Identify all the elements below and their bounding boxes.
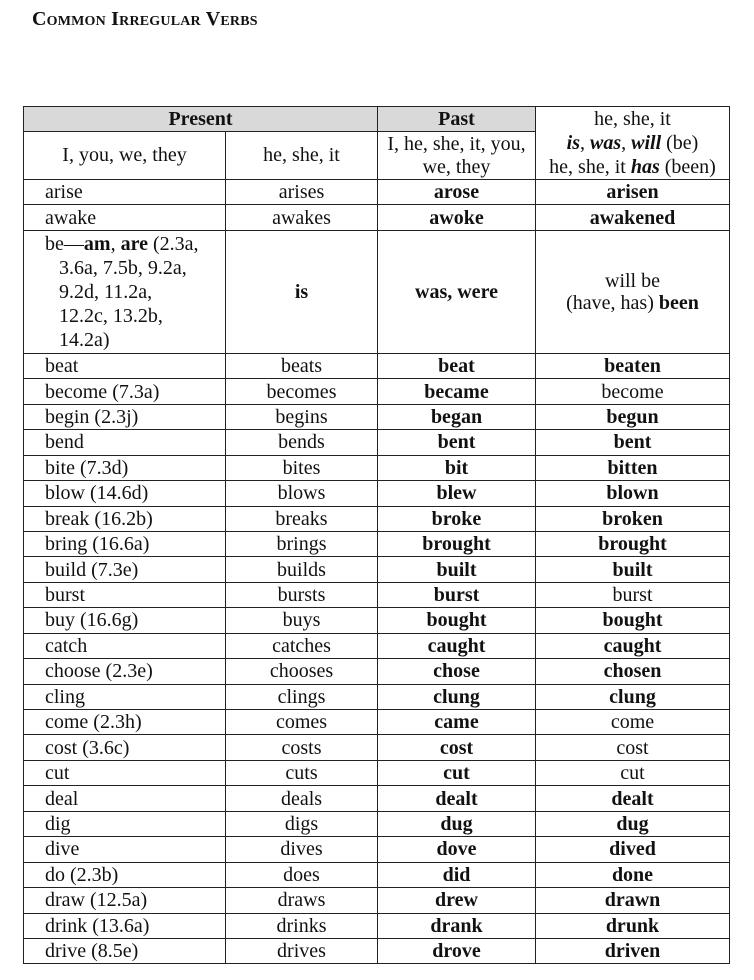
verb-participle-cell: chosen — [536, 659, 730, 684]
verb-third-person-cell: brings — [226, 531, 378, 556]
participle-will: will — [631, 132, 662, 154]
be-past-cell: was, were — [378, 230, 536, 353]
participle-was: was — [590, 132, 622, 154]
verb-third-person-cell: bends — [226, 430, 378, 455]
table-row — [24, 862, 730, 887]
verb-third-person-cell: does — [226, 862, 378, 887]
table-row — [24, 811, 730, 836]
table-row — [24, 760, 730, 785]
table-row — [24, 353, 730, 378]
be-part-been: been — [658, 291, 699, 314]
verb-base-cell: catch — [24, 633, 226, 658]
verb-past-cell: awoke — [378, 205, 536, 230]
table-body-top — [24, 180, 730, 231]
participle-header-line1: he, she, it — [594, 108, 671, 130]
be-third-cell: is — [226, 230, 378, 353]
verb-past-cell: drew — [378, 888, 536, 913]
table-row — [24, 608, 730, 633]
verb-base-cell: deal — [24, 786, 226, 811]
be-part-pre: (have, has) — [566, 291, 659, 314]
verb-third-person-cell: breaks — [226, 506, 378, 531]
col-header-third: he, she, it — [226, 132, 378, 180]
participle-header — [536, 107, 730, 180]
verb-third-person-cell: bursts — [226, 582, 378, 607]
verb-participle-cell: caught — [536, 633, 730, 658]
table-row — [24, 913, 730, 938]
verb-third-person-cell: deals — [226, 786, 378, 811]
be-part-line2 — [536, 292, 729, 314]
verb-past-cell: dug — [378, 811, 536, 836]
be-refs5: 14.2a) — [59, 328, 110, 351]
verb-past-cell: drank — [378, 913, 536, 938]
verb-base-cell: dig — [24, 811, 226, 836]
verb-past-cell: chose — [378, 659, 536, 684]
verb-base-cell: cost (3.6c) — [24, 735, 226, 760]
verb-past-cell: drove — [378, 938, 536, 963]
verb-third-person-cell: cuts — [226, 760, 378, 785]
table-row — [24, 557, 730, 582]
table-body-main — [24, 353, 730, 964]
past-header: Past — [378, 107, 536, 132]
verb-base-cell: come (2.3h) — [24, 710, 226, 735]
verb-past-cell: beat — [378, 353, 536, 378]
table-row — [24, 633, 730, 658]
be-dash: — — [63, 232, 84, 255]
verb-base-cell: blow (14.6d) — [24, 481, 226, 506]
table-row — [24, 455, 730, 480]
verb-past-cell: clung — [378, 684, 536, 709]
verb-base-cell: dive — [24, 837, 226, 862]
verb-third-person-cell: comes — [226, 710, 378, 735]
verb-third-person-cell: begins — [226, 404, 378, 429]
participle-l3-pre: he, she, it — [549, 156, 631, 178]
table-row — [24, 582, 730, 607]
verb-participle-cell: dived — [536, 837, 730, 862]
verb-participle-cell: cost — [536, 735, 730, 760]
verb-base-cell: cling — [24, 684, 226, 709]
verb-base-cell: draw (12.5a) — [24, 888, 226, 913]
verb-third-person-cell: bites — [226, 455, 378, 480]
verb-past-cell: caught — [378, 633, 536, 658]
be-refs1: (2.3a, — [147, 232, 199, 255]
verb-third-person-cell: becomes — [226, 379, 378, 404]
verb-participle-cell: broken — [536, 506, 730, 531]
verb-base-cell: bring (16.6a) — [24, 531, 226, 556]
verb-past-cell: became — [378, 379, 536, 404]
verb-third-person-cell: arises — [226, 180, 378, 205]
be-refs3: 9.2d, 11.2a, — [59, 280, 153, 303]
verb-base-cell: become (7.3a) — [24, 379, 226, 404]
participle-be: (be) — [661, 132, 699, 154]
table-row — [24, 837, 730, 862]
verb-base-cell: break (16.2b) — [24, 506, 226, 531]
verb-third-person-cell: clings — [226, 684, 378, 709]
be-base-line1 — [45, 232, 225, 256]
table-row-be — [24, 230, 730, 353]
verb-past-cell: came — [378, 710, 536, 735]
verb-participle-cell: arisen — [536, 180, 730, 205]
verb-third-person-cell: catches — [226, 633, 378, 658]
table-row — [24, 710, 730, 735]
participle-been: (been) — [659, 156, 716, 178]
verb-base-cell: begin (2.3j) — [24, 404, 226, 429]
verb-third-person-cell: digs — [226, 811, 378, 836]
table-row — [24, 506, 730, 531]
verb-third-person-cell: drinks — [226, 913, 378, 938]
verb-past-cell: broke — [378, 506, 536, 531]
col-header-past: I, he, she, it, you, we, they — [378, 132, 536, 180]
verb-base-cell: build (7.3e) — [24, 557, 226, 582]
verb-base-cell: beat — [24, 353, 226, 378]
verb-base-cell: bend — [24, 430, 226, 455]
verb-base-cell: awake — [24, 205, 226, 230]
verb-base-cell: arise — [24, 180, 226, 205]
verb-participle-cell: drawn — [536, 888, 730, 913]
verb-past-cell: arose — [378, 180, 536, 205]
participle-has: has — [630, 156, 660, 178]
verb-past-cell: dealt — [378, 786, 536, 811]
verb-participle-cell: brought — [536, 531, 730, 556]
verb-participle-cell: bought — [536, 608, 730, 633]
verb-third-person-cell: drives — [226, 938, 378, 963]
table-row — [24, 531, 730, 556]
be-are: are — [120, 232, 148, 255]
verb-past-cell: dove — [378, 837, 536, 862]
verb-participle-cell: built — [536, 557, 730, 582]
be-part-line1: will be — [605, 269, 660, 292]
be-refs4: 12.2c, 13.2b, — [59, 304, 163, 327]
verb-past-cell: burst — [378, 582, 536, 607]
verb-participle-cell: dealt — [536, 786, 730, 811]
participle-is: is — [566, 132, 580, 154]
verb-third-person-cell: builds — [226, 557, 378, 582]
table-row — [24, 684, 730, 709]
verb-past-cell: built — [378, 557, 536, 582]
verb-third-person-cell: draws — [226, 888, 378, 913]
page-title: Common Irregular Verbs — [32, 8, 258, 30]
table-row — [24, 938, 730, 963]
verb-third-person-cell: blows — [226, 481, 378, 506]
verb-participle-cell: become — [536, 379, 730, 404]
present-header: Present — [24, 107, 378, 132]
table-row — [24, 205, 730, 230]
table-row — [24, 379, 730, 404]
table-row — [24, 430, 730, 455]
verb-participle-cell: clung — [536, 684, 730, 709]
verb-third-person-cell: dives — [226, 837, 378, 862]
verb-third-person-cell: buys — [226, 608, 378, 633]
be-participle-cell — [536, 230, 730, 353]
verb-participle-cell: awakened — [536, 205, 730, 230]
verb-past-cell: brought — [378, 531, 536, 556]
verb-base-cell: buy (16.6g) — [24, 608, 226, 633]
verb-base-cell: choose (2.3e) — [24, 659, 226, 684]
verb-third-person-cell: beats — [226, 353, 378, 378]
verb-base-cell: drive (8.5e) — [24, 938, 226, 963]
table-row — [24, 180, 730, 205]
verb-participle-cell: burst — [536, 582, 730, 607]
verb-participle-cell: bitten — [536, 455, 730, 480]
verb-participle-cell: come — [536, 710, 730, 735]
table-row — [24, 481, 730, 506]
verb-participle-cell: drunk — [536, 913, 730, 938]
verb-participle-cell: beaten — [536, 353, 730, 378]
participle-sep2: , — [621, 132, 632, 154]
table-body-be — [24, 230, 730, 353]
verb-third-person-cell: awakes — [226, 205, 378, 230]
verb-base-cell: do (2.3b) — [24, 862, 226, 887]
table-header — [24, 107, 730, 180]
verb-third-person-cell: costs — [226, 735, 378, 760]
verb-participle-cell: begun — [536, 404, 730, 429]
verb-base-cell: bite (7.3d) — [24, 455, 226, 480]
verb-past-cell: bought — [378, 608, 536, 633]
verb-participle-cell: driven — [536, 938, 730, 963]
verb-participle-cell: cut — [536, 760, 730, 785]
verb-past-cell: cut — [378, 760, 536, 785]
irregular-verbs-table — [23, 106, 730, 964]
verb-participle-cell: dug — [536, 811, 730, 836]
be-word: be — [45, 232, 64, 255]
participle-header-line3 — [536, 155, 729, 179]
verb-base-cell: drink (13.6a) — [24, 913, 226, 938]
verb-base-cell: burst — [24, 582, 226, 607]
verb-past-cell: did — [378, 862, 536, 887]
verb-third-person-cell: chooses — [226, 659, 378, 684]
verb-participle-cell: blown — [536, 481, 730, 506]
verb-past-cell: blew — [378, 481, 536, 506]
verb-participle-cell: bent — [536, 430, 730, 455]
participle-sep1: , — [580, 132, 590, 154]
be-am: am — [83, 232, 111, 255]
verb-base-cell: cut — [24, 760, 226, 785]
table-row — [24, 659, 730, 684]
table-row — [24, 888, 730, 913]
be-base-cell — [24, 230, 226, 353]
be-refs2: 3.6a, 7.5b, 9.2a, — [59, 256, 187, 279]
verb-past-cell: cost — [378, 735, 536, 760]
verb-past-cell: bit — [378, 455, 536, 480]
table-row — [24, 786, 730, 811]
participle-header-line2 — [536, 131, 729, 155]
table-row — [24, 735, 730, 760]
verb-past-cell: bent — [378, 430, 536, 455]
be-comma: , — [110, 232, 121, 255]
col-header-base: I, you, we, they — [24, 132, 226, 180]
table-row — [24, 404, 730, 429]
verb-participle-cell: done — [536, 862, 730, 887]
verb-past-cell: began — [378, 404, 536, 429]
